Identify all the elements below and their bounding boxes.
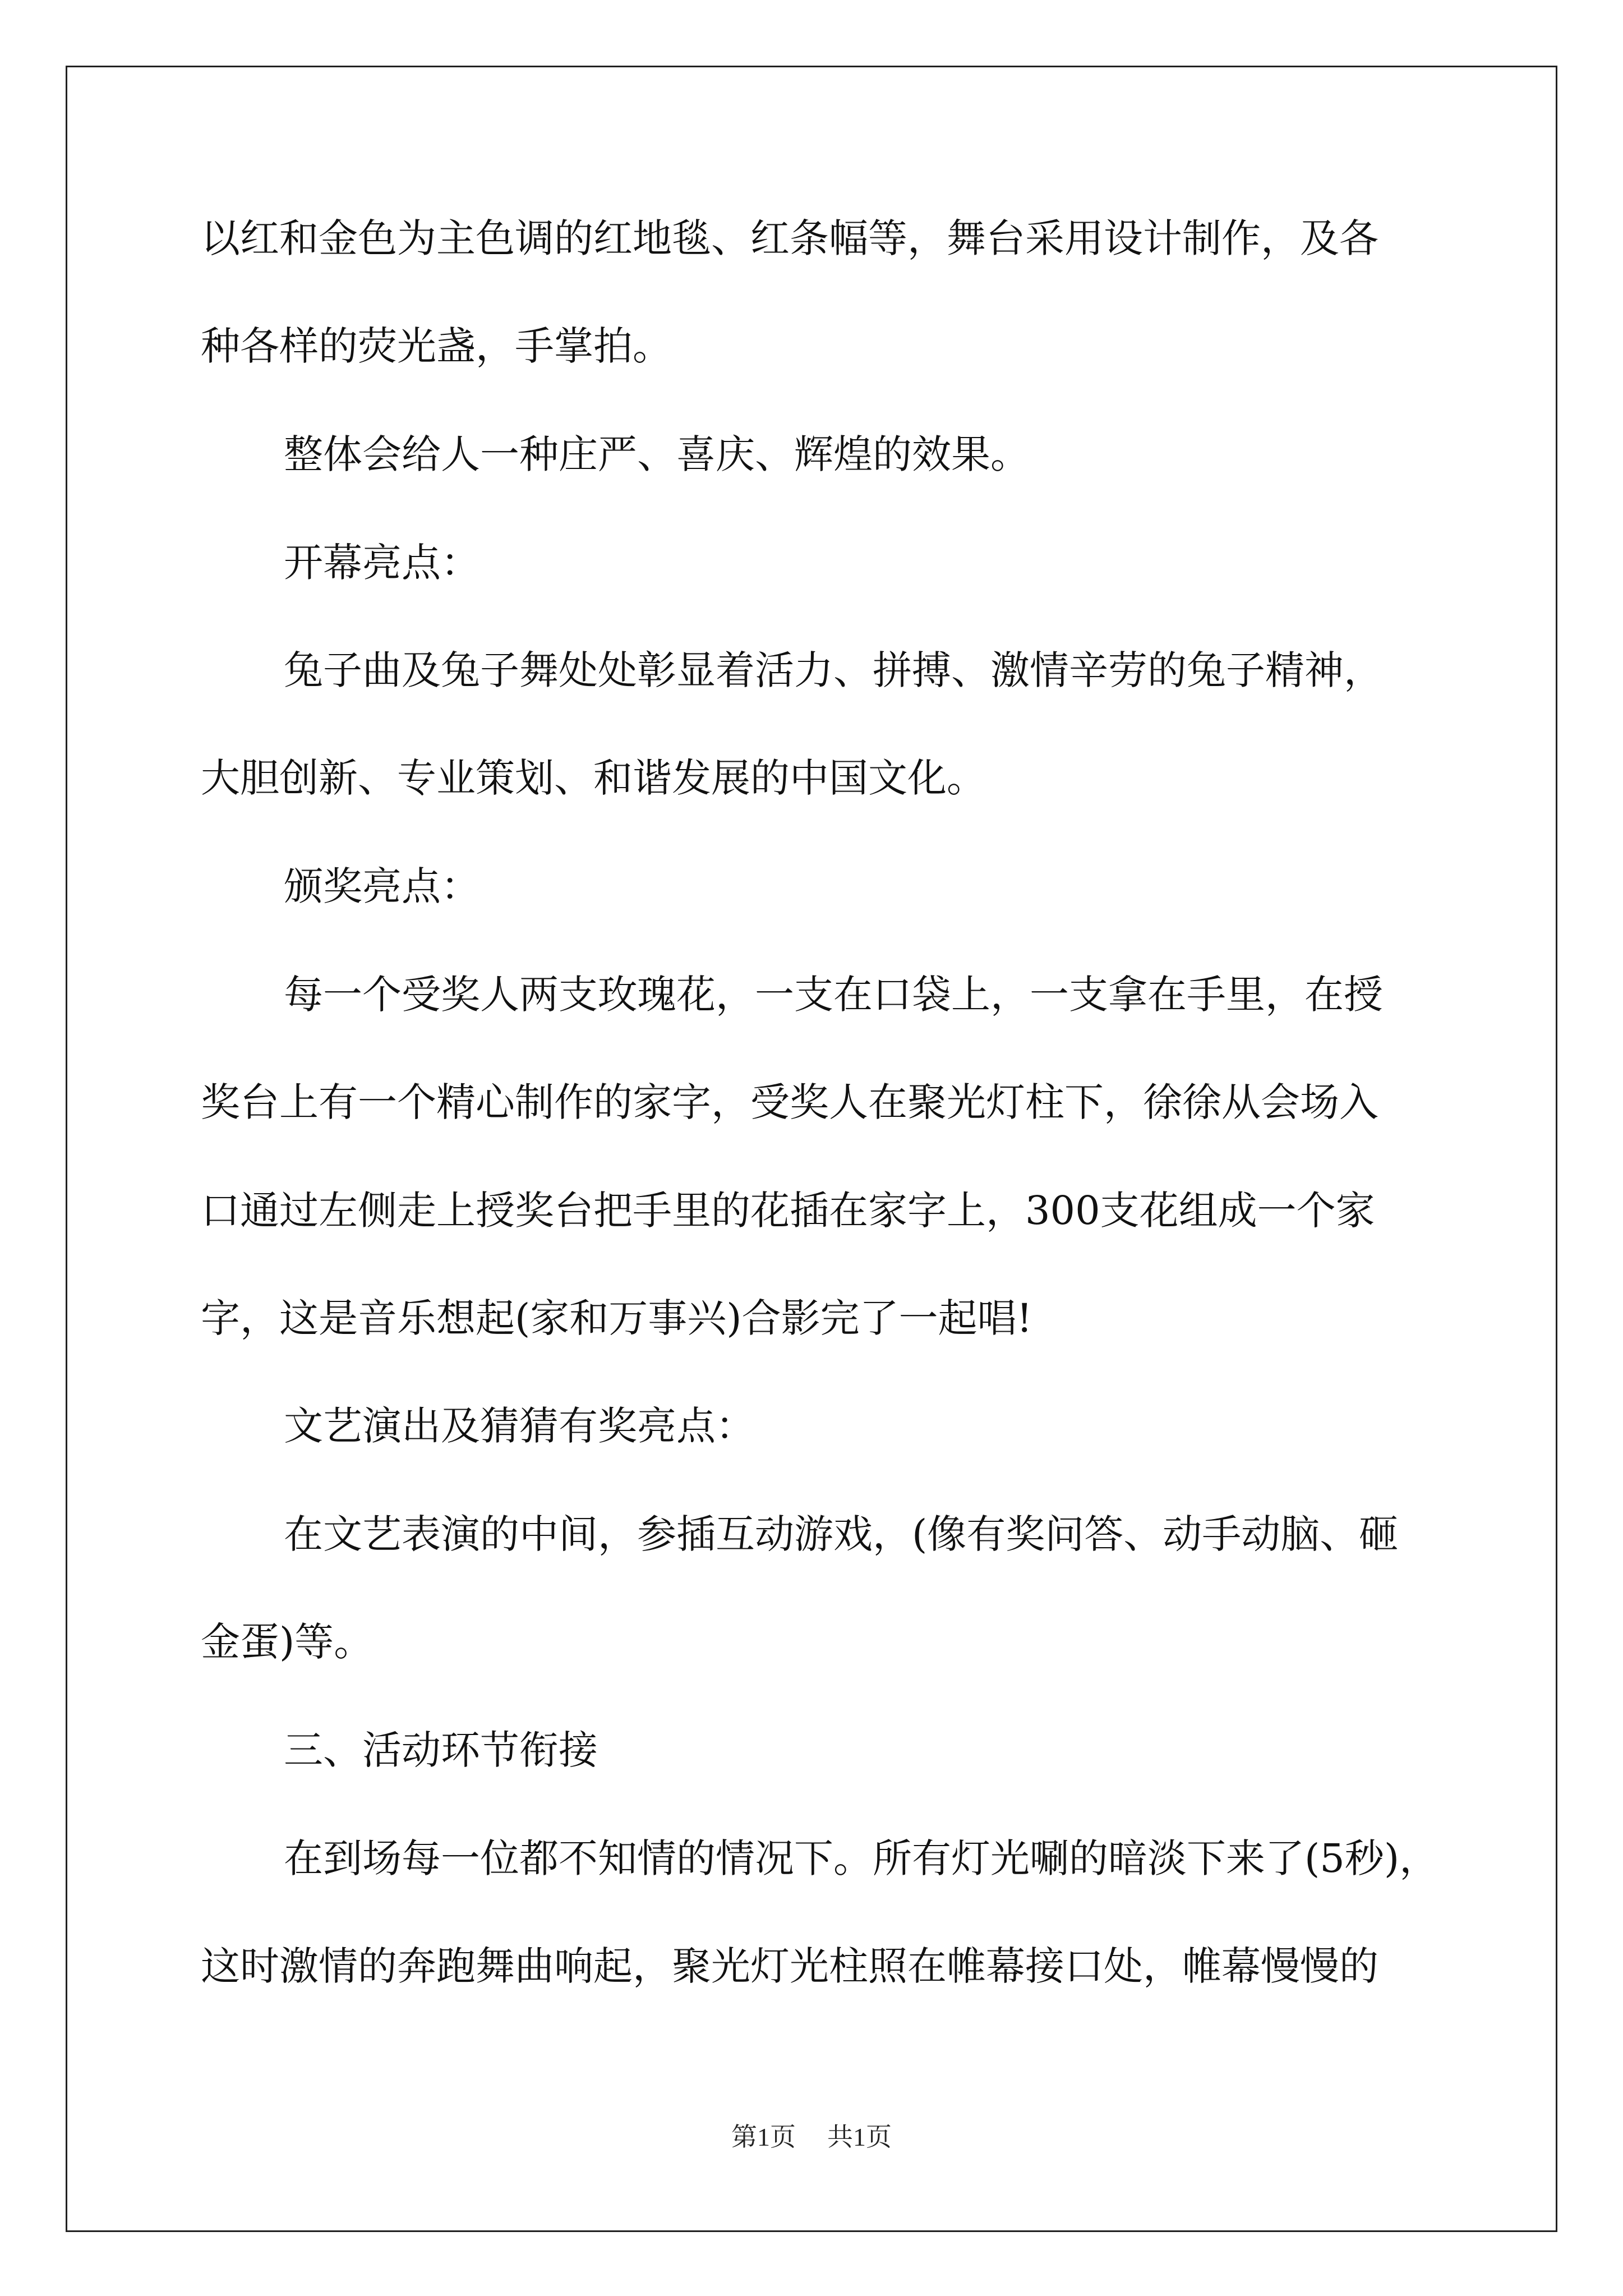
section-heading: 开幕亮点： bbox=[284, 540, 480, 586]
text-line: 每一个受奖人两支玫瑰花，一支在口袋上，一支拿在手里，在授 bbox=[284, 972, 1383, 1018]
page-border bbox=[66, 66, 1557, 2232]
page-footer bbox=[0, 2120, 1623, 2154]
text-line: 口通过左侧走上授奖台把手里的花插在家字上，300支花组成一个家 bbox=[201, 1188, 1375, 1234]
text-line: 兔子曲及兔子舞处处彰显着活力、拼搏、激情辛劳的兔子精神， bbox=[284, 647, 1383, 693]
text-line: 整体会给人一种庄严、喜庆、辉煌的效果。 bbox=[284, 431, 1030, 477]
page-number: 第1页 bbox=[731, 2123, 796, 2151]
text-line: 在文艺表演的中间，参插互动游戏，(像有奖问答、动手动脑、砸 bbox=[284, 1511, 1399, 1557]
section-heading: 颁奖亮点： bbox=[284, 863, 480, 909]
section-heading: 文艺演出及猜猜有奖亮点： bbox=[284, 1403, 755, 1449]
text-line: 种各样的荧光盏，手掌拍。 bbox=[201, 323, 672, 369]
text-line: 在到场每一位都不知情的情况下。所有灯光唰的暗淡下来了(5秒)， bbox=[284, 1835, 1439, 1881]
page-count: 共1页 bbox=[827, 2123, 892, 2151]
text-line: 这时激情的奔跑舞曲响起，聚光灯光柱照在帷幕接口处，帷幕慢慢的 bbox=[201, 1943, 1378, 1989]
text-line: 以红和金色为主色调的红地毯、红条幅等，舞台采用设计制作，及各 bbox=[201, 215, 1378, 261]
text-line: 字，这是音乐想起(家和万事兴)合影完了一起唱! bbox=[201, 1295, 1032, 1341]
text-line: 奖台上有一个精心制作的家字，受奖人在聚光灯柱下，徐徐从会场入 bbox=[201, 1079, 1378, 1125]
text-line: 大胆创新、专业策划、和谐发展的中国文化。 bbox=[201, 755, 986, 801]
section-heading: 三、活动环节衔接 bbox=[284, 1727, 598, 1773]
text-line: 金蛋)等。 bbox=[201, 1619, 374, 1665]
